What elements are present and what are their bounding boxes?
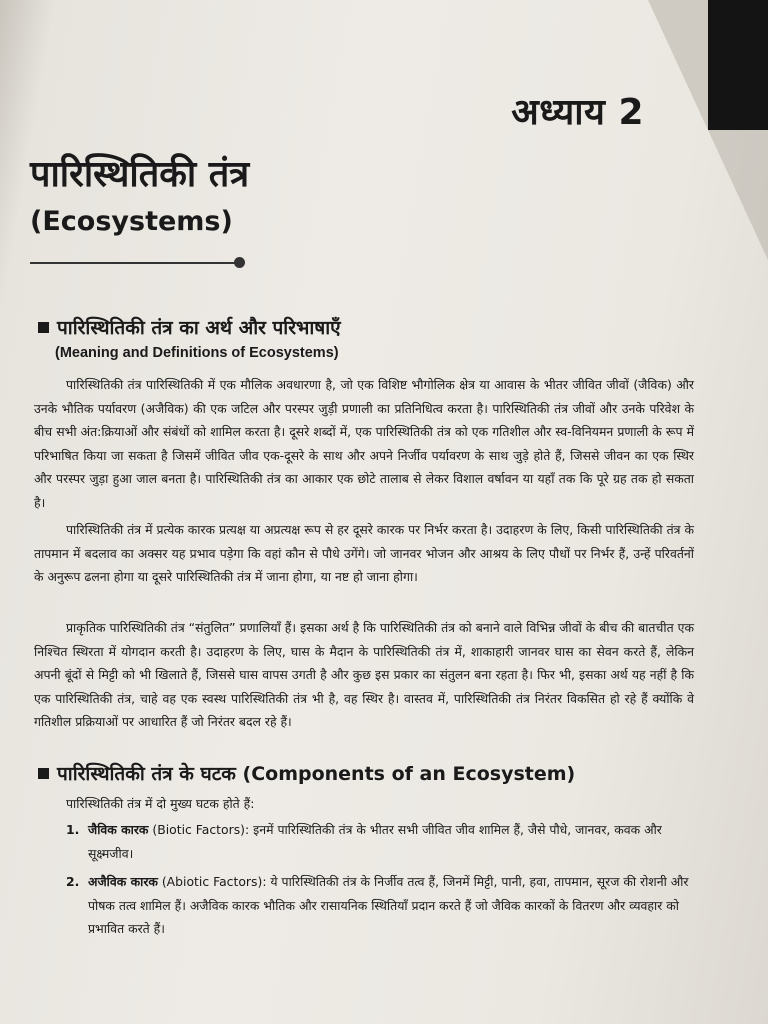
- paragraph-interdependence: पारिस्थितिकी तंत्र में प्रत्येक कारक प्रत्यक्ष या अप्रत्यक्ष रूप से हर दूसरे कारक पर निर्भर करता है। उदाहरण के लिए, किसी पारिस्थितिकी तंत्र के तापमान में बदलाव का अक्सर यह प्रभाव पड़ेगा कि वहां कौन से पौधे उगेंगे। जो जानवर भोजन और आश्रय के लिए पौधों पर निर्भर हैं, उन्हें परिवर्तनों के अनुरूप ढलना होगा या दूसरे पारिस्थितिकी तंत्र में जाना होगा, या नष्ट हो जाना होगा।: [34, 522, 694, 585]
- section-subheading: (Meaning and Definitions of Ecosystems): [55, 345, 339, 361]
- section-heading-text: पारिस्थितिकी तंत्र का अर्थ और परिभाषाएँ: [57, 317, 341, 339]
- chapter-label: अध्याय 2: [511, 92, 644, 133]
- paragraph-definition: पारिस्थितिकी तंत्र पारिस्थितिकी में एक मौलिक अवधारणा है, जो एक विशिष्ट भौगोलिक क्षेत्र या आवास के भीतर जीवित जीवों (जैविक) और उनके भौतिक पर्यावरण (अजैविक) की एक जटिल और परस्पर जुड़ी प्रणाली का प्रतिनिधित्व करता है। पारिस्थितिकी तंत्र जीवों और उनके परिवेश के बीच सभी अंत:क्रियाओं और संबंधों को शामिल करता है। दूसरे शब्दों में, एक पारिस्थितिकी तंत्र को एक गतिशील और स्व-विनियमन प्रणाली के रूप में परिभाषित किया जा सकता है जिसमें जीवित जीव एक-दूसरे के साथ और अपने निर्जीव पर्यावरण के साथ जुड़े होते हैं, जिससे जीवन का एक स्थिर और परस्पर जुड़ा हुआ जाल बनता है। पारिस्थितिकी तंत्र का आकार एक छोटे तालाब से लेकर विशाल वर्षावन या यहाँ तक कि पूरे ग्रह तक हो सकता है।: [34, 377, 694, 510]
- chapter-title-hindi: पारिस्थितिकी तंत्र: [30, 154, 250, 195]
- title-underline-dot: [234, 257, 245, 268]
- chapter-title-english: (Ecosystems): [30, 206, 233, 237]
- components-intro: पारिस्थितिकी तंत्र में दो मुख्य घटक होते हैं:: [66, 796, 255, 811]
- list-item-term: जैविक कारक: [88, 822, 149, 837]
- section-heading-text: पारिस्थितिकी तंत्र के घटक (Components of an Ecosystem): [57, 763, 576, 785]
- list-item-body: [88, 870, 696, 941]
- square-bullet-icon: [38, 768, 49, 779]
- list-item: [66, 818, 696, 865]
- section-heading-components: [38, 760, 575, 786]
- list-item-text: : इनमें पारिस्थितिकी तंत्र के भीतर सभी जीवित जीव शामिल हैं, जैसे पौधे, जानवर, कवक और सूक्ष्मजीव।: [88, 822, 662, 861]
- list-item-body: [88, 818, 696, 865]
- components-list: [66, 818, 696, 946]
- list-item-term-english: (Biotic Factors): [148, 822, 246, 837]
- list-item-text: : ये पारिस्थितिकी तंत्र के निर्जीव तत्व हैं, जिनमें मिट्टी, पानी, हवा, तापमान, सूरज की रोशनी और पोषक तत्व शामिल हैं। अजैविक कारक भौतिक और रासायनिक स्थितियाँ प्रदान करते हैं जो जैविक कारकों के वितरण और व्यवहार को प्रभावित करते हैं।: [88, 874, 689, 937]
- list-number: 1.: [66, 822, 80, 837]
- title-underline: [30, 262, 238, 264]
- list-item-term-english: (Abiotic Factors): [157, 874, 263, 890]
- section-heading-meaning: [38, 314, 341, 340]
- page-corner-background: [708, 0, 768, 130]
- square-bullet-icon: [38, 322, 49, 333]
- list-number: 2.: [66, 874, 80, 890]
- list-item-term: अजैविक कारक: [88, 874, 158, 890]
- paragraph-balance: प्राकृतिक पारिस्थितिकी तंत्र “संतुलित” प्रणालियाँ हैं। इसका अर्थ है कि पारिस्थितिकी तंत्र को बनाने वाले विभिन्न जीवों के बीच की बातचीत एक निश्चित स्थिरता में योगदान करती है। उदाहरण के लिए, घास के मैदान के पारिस्थितिकी तंत्र में, शाकाहारी जानवर घास का सेवन करते हैं, लेकिन अपनी बूंदों से मिट्टी को भी खिलाते हैं, जिससे घास वापस उगती है और कुछ इस प्रकार का संतुलन बना रहता है। फिर भी, इसका अर्थ यह नहीं है कि एक पारिस्थितिकी तंत्र, चाहे वह एक स्वस्थ पारिस्थितिकी तंत्र भी है, वह स्थिर है। वास्तव में, पारिस्थितिकी तंत्र निरंतर विकसित हो रहे हैं क्योंकि वे गतिशील प्रक्रियाओं पर आधारित हैं जो निरंतर बदल रहे हैं।: [34, 620, 694, 730]
- list-item: [66, 870, 696, 941]
